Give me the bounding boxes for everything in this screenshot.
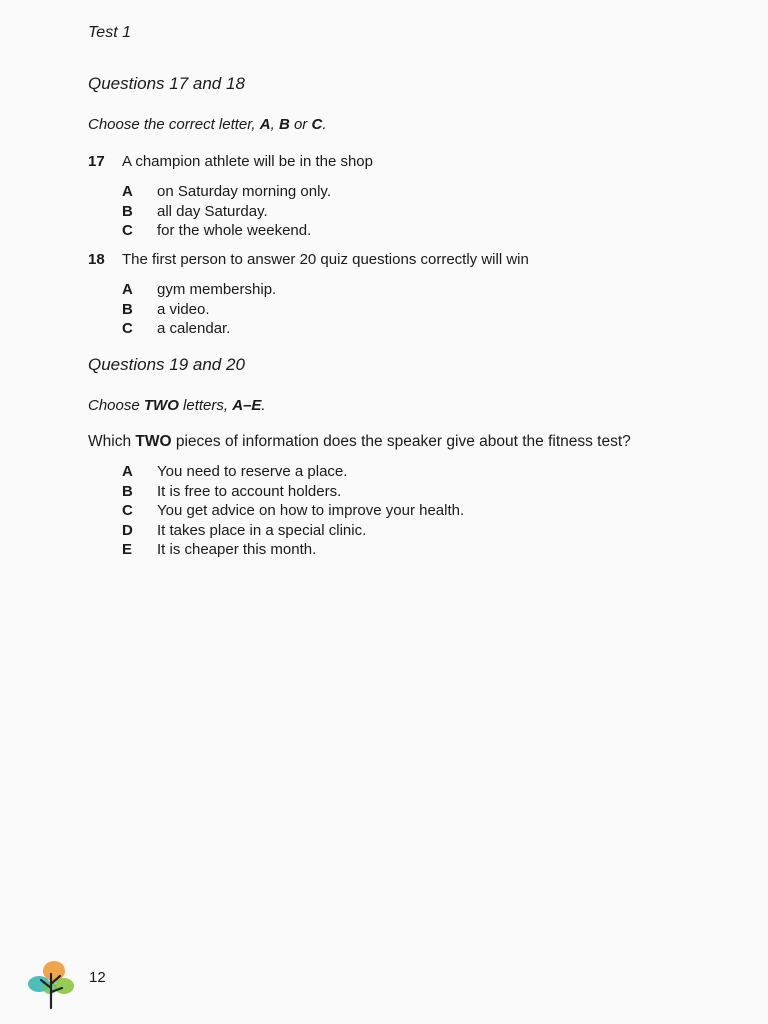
instruction-text-mid: letters,: [178, 397, 233, 414]
instruction-letter-c: C: [311, 116, 323, 133]
instruction-letter-a: A: [259, 116, 271, 133]
option-text: You need to reserve a place.: [157, 463, 348, 480]
option-19-b[interactable]: [122, 482, 464, 502]
question-number: 17: [88, 153, 105, 170]
instruction-period: .: [261, 397, 266, 414]
option-17-a[interactable]: [122, 182, 331, 202]
page-number: 12: [89, 969, 106, 986]
stem-two: TWO: [135, 433, 172, 450]
option-letter: E: [122, 541, 133, 558]
option-text: a video.: [157, 300, 210, 318]
option-text: for the whole weekend.: [157, 222, 312, 239]
question-17: [88, 153, 373, 170]
instruction-range: A–E: [232, 397, 262, 414]
stem-text: pieces of information does the speaker give about the fitness test?: [171, 433, 631, 450]
option-text: You get advice on how to improve your health.: [157, 502, 465, 519]
options-17: [122, 182, 331, 241]
instruction-two: TWO: [143, 397, 179, 414]
instruction-period: .: [322, 116, 327, 133]
option-text: gym membership.: [157, 281, 277, 298]
instruction-choose-two: [88, 397, 266, 414]
option-letter: B: [122, 202, 133, 220]
option-letter: C: [122, 320, 133, 337]
option-text: on Saturday morning only.: [157, 183, 331, 200]
options-19-20: [122, 462, 464, 560]
option-text: a calendar.: [157, 320, 231, 337]
option-letter: A: [122, 281, 133, 298]
question-number: 18: [88, 251, 105, 268]
stem-prefix: Which: [88, 433, 136, 450]
option-letter: C: [122, 502, 133, 519]
option-19-a[interactable]: [122, 462, 464, 482]
option-19-d[interactable]: [122, 521, 464, 541]
options-18: [122, 280, 276, 339]
option-letter: B: [122, 300, 133, 318]
option-18-c[interactable]: [122, 319, 276, 339]
instruction-choose-letter: [88, 116, 327, 133]
option-19-e[interactable]: [122, 540, 464, 560]
option-text: all day Saturday.: [157, 202, 268, 220]
instruction-separator: ,: [270, 116, 279, 133]
option-letter: D: [122, 521, 133, 539]
section-heading-17-18: Questions 17 and 18: [88, 74, 245, 93]
question-text: The first person to answer 20 quiz questions correctly will win: [122, 251, 529, 268]
option-letter: C: [122, 222, 133, 239]
test-label: Test 1: [88, 24, 131, 41]
instruction-letter-b: B: [278, 116, 290, 133]
option-letter: A: [122, 463, 133, 480]
option-text: It takes place in a special clinic.: [157, 521, 367, 539]
option-letter: B: [122, 482, 133, 500]
option-17-b[interactable]: [122, 202, 331, 222]
question-text: A champion athlete will be in the shop: [122, 153, 373, 170]
question-18: [88, 251, 529, 268]
option-19-c[interactable]: [122, 501, 464, 521]
option-text: It is cheaper this month.: [157, 541, 317, 558]
option-letter: A: [122, 183, 133, 200]
option-17-c[interactable]: [122, 221, 331, 241]
tree-icon: [26, 958, 76, 1010]
question-stem-19-20: [88, 433, 631, 451]
option-text: It is free to account holders.: [157, 482, 342, 500]
option-18-a[interactable]: [122, 280, 276, 300]
instruction-text: Choose the correct letter,: [88, 116, 260, 133]
instruction-text: Choose: [88, 397, 144, 414]
instruction-or: or: [289, 116, 312, 133]
section-heading-19-20: Questions 19 and 20: [88, 355, 245, 374]
option-18-b[interactable]: [122, 300, 276, 320]
